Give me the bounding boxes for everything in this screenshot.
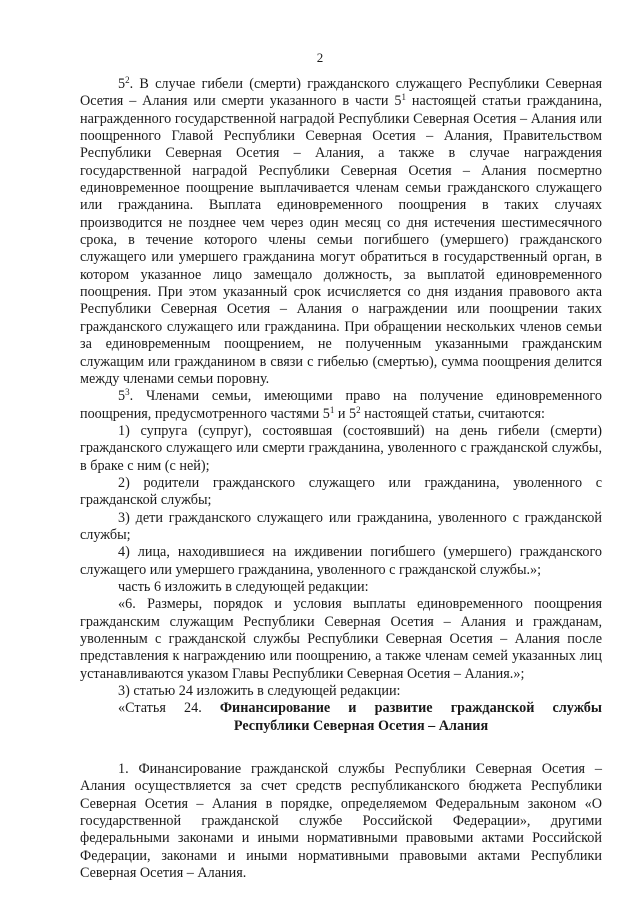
paragraph-5-2 [80, 76, 602, 388]
document-body [80, 76, 602, 882]
part-number: 5 [118, 388, 126, 405]
heading-word: развитие [374, 700, 433, 717]
part-superscript: 2 [356, 404, 361, 415]
heading-word: службы [552, 700, 602, 717]
part-superscript: 1 [401, 92, 406, 103]
article-24-heading-line2: Республики Северная Осетия – Алания [233, 717, 489, 734]
heading-word: «Статья [118, 700, 166, 717]
article-24-paragraph-1: 1. Финансирование гражданской службы Республики Северная Осетия – Алания осуществляется за счет средств республиканского бюджета Республики Северная Осетия – Алания в порядке, определяемом Федеральным законом «О государственной гражданской службе Российской Федерации», другими федеральными законами и иными нормативными правовыми актами Российской Федерации, законами и иными нормативными правовыми актами Республики Северная Осетия – Алания. [80, 761, 602, 882]
page-number: 2 [316, 50, 324, 65]
part-6-text: «6. Размеры, порядок и условия выплаты единовременного поощрения гражданским служащим Республики Северная Осетия – Алания и гражданам, уволенным с гражданской службы Республики Северная Осетия – Алания после представления к награждению или поощрению, а также членам семей указанных лиц устанавливаются указом Главы Республики Северная Осетия – Алания.»; [80, 596, 602, 682]
list-item-1: 1) супруга (супруг), состоявшая (состоявший) на день гибели (смерти) гражданского служащего или смерти гражданина, уволенного с гражданской службы, в браке с ним (с ней); [80, 422, 602, 474]
paragraph-text: и 5 [334, 405, 357, 422]
list-item-4: 4) лица, находившиеся на иждивении погибшего (умершего) гражданского служащего или умершего гражданина, уволенного с гражданской службы.»; [80, 544, 602, 578]
heading-word: 24. [184, 700, 202, 717]
paragraph-text: настоящей статьи, считаются: [360, 405, 545, 422]
paragraph-text: . В случае гибели (смерти) гражданского служащего Республики Северная Осетия – Алания или смерти указанного в части 5 [80, 76, 602, 110]
article-24-heading-line1 [118, 700, 602, 717]
part-number: 5 [118, 76, 126, 92]
list-item-3: 3) дети гражданского служащего или гражданина, уволенного с гражданской службы; [80, 509, 602, 543]
paragraph-text: настоящей статьи гражданина, награжденного государственной наградой Республики Северная Осетия – Алания или поощренного Главой Республики Северная Осетия – Алания, Правительством Республики Северная Осетия – Алания, а также в случае награждения государственной наградой Республики Северная Осетия – Алания посмертно единовременное поощрение выплачивается членам семьи гражданского служащего или гражданина. Выплата единовременного поощрения в таких случаях производится не позднее чем через один месяц со дня истечения шестимесячного срока, в течение которого члены семьи погибшего (умершего) гражданского служащего или умершего гражданина могут обратиться в государственный орган, в котором указанное лицо замещало должность, за выплатой единовременного поощрения. При этом указанный срок исчисляется со дня издания правового акта Республики Северная Осетия – Алания о награждении или поощрении таких гражданского служащего или гражданина. При обращении нескольких членов семьи за единовременным поощрением, не полученным указанными гражданским служащим или гражданином в связи с гибелью (смертью), сумма поощрения делится между членами семьи поровну. [80, 93, 602, 387]
part-superscript: 2 [125, 75, 130, 85]
article-24-heading [80, 700, 602, 735]
part-superscript: 1 [329, 404, 335, 415]
list-item-2: 2) родители гражданского служащего или гражданина, уволенного с гражданской службы; [80, 474, 602, 509]
spacer [80, 735, 602, 761]
part-6-intro: часть 6 изложить в следующей редакции: [118, 578, 369, 595]
paragraph-text: . Членами семьи, имеющими право на получение единовременного поощрения, предусмотренного частями 5 [80, 388, 602, 422]
heading-word: и [348, 700, 357, 717]
part-superscript: 3 [125, 387, 130, 398]
paragraph-5-3 [80, 388, 602, 423]
article-24-intro: 3) статью 24 изложить в следующей редакции: [118, 683, 401, 700]
heading-word: гражданской [450, 700, 535, 717]
heading-word: Финансирование [219, 700, 331, 717]
